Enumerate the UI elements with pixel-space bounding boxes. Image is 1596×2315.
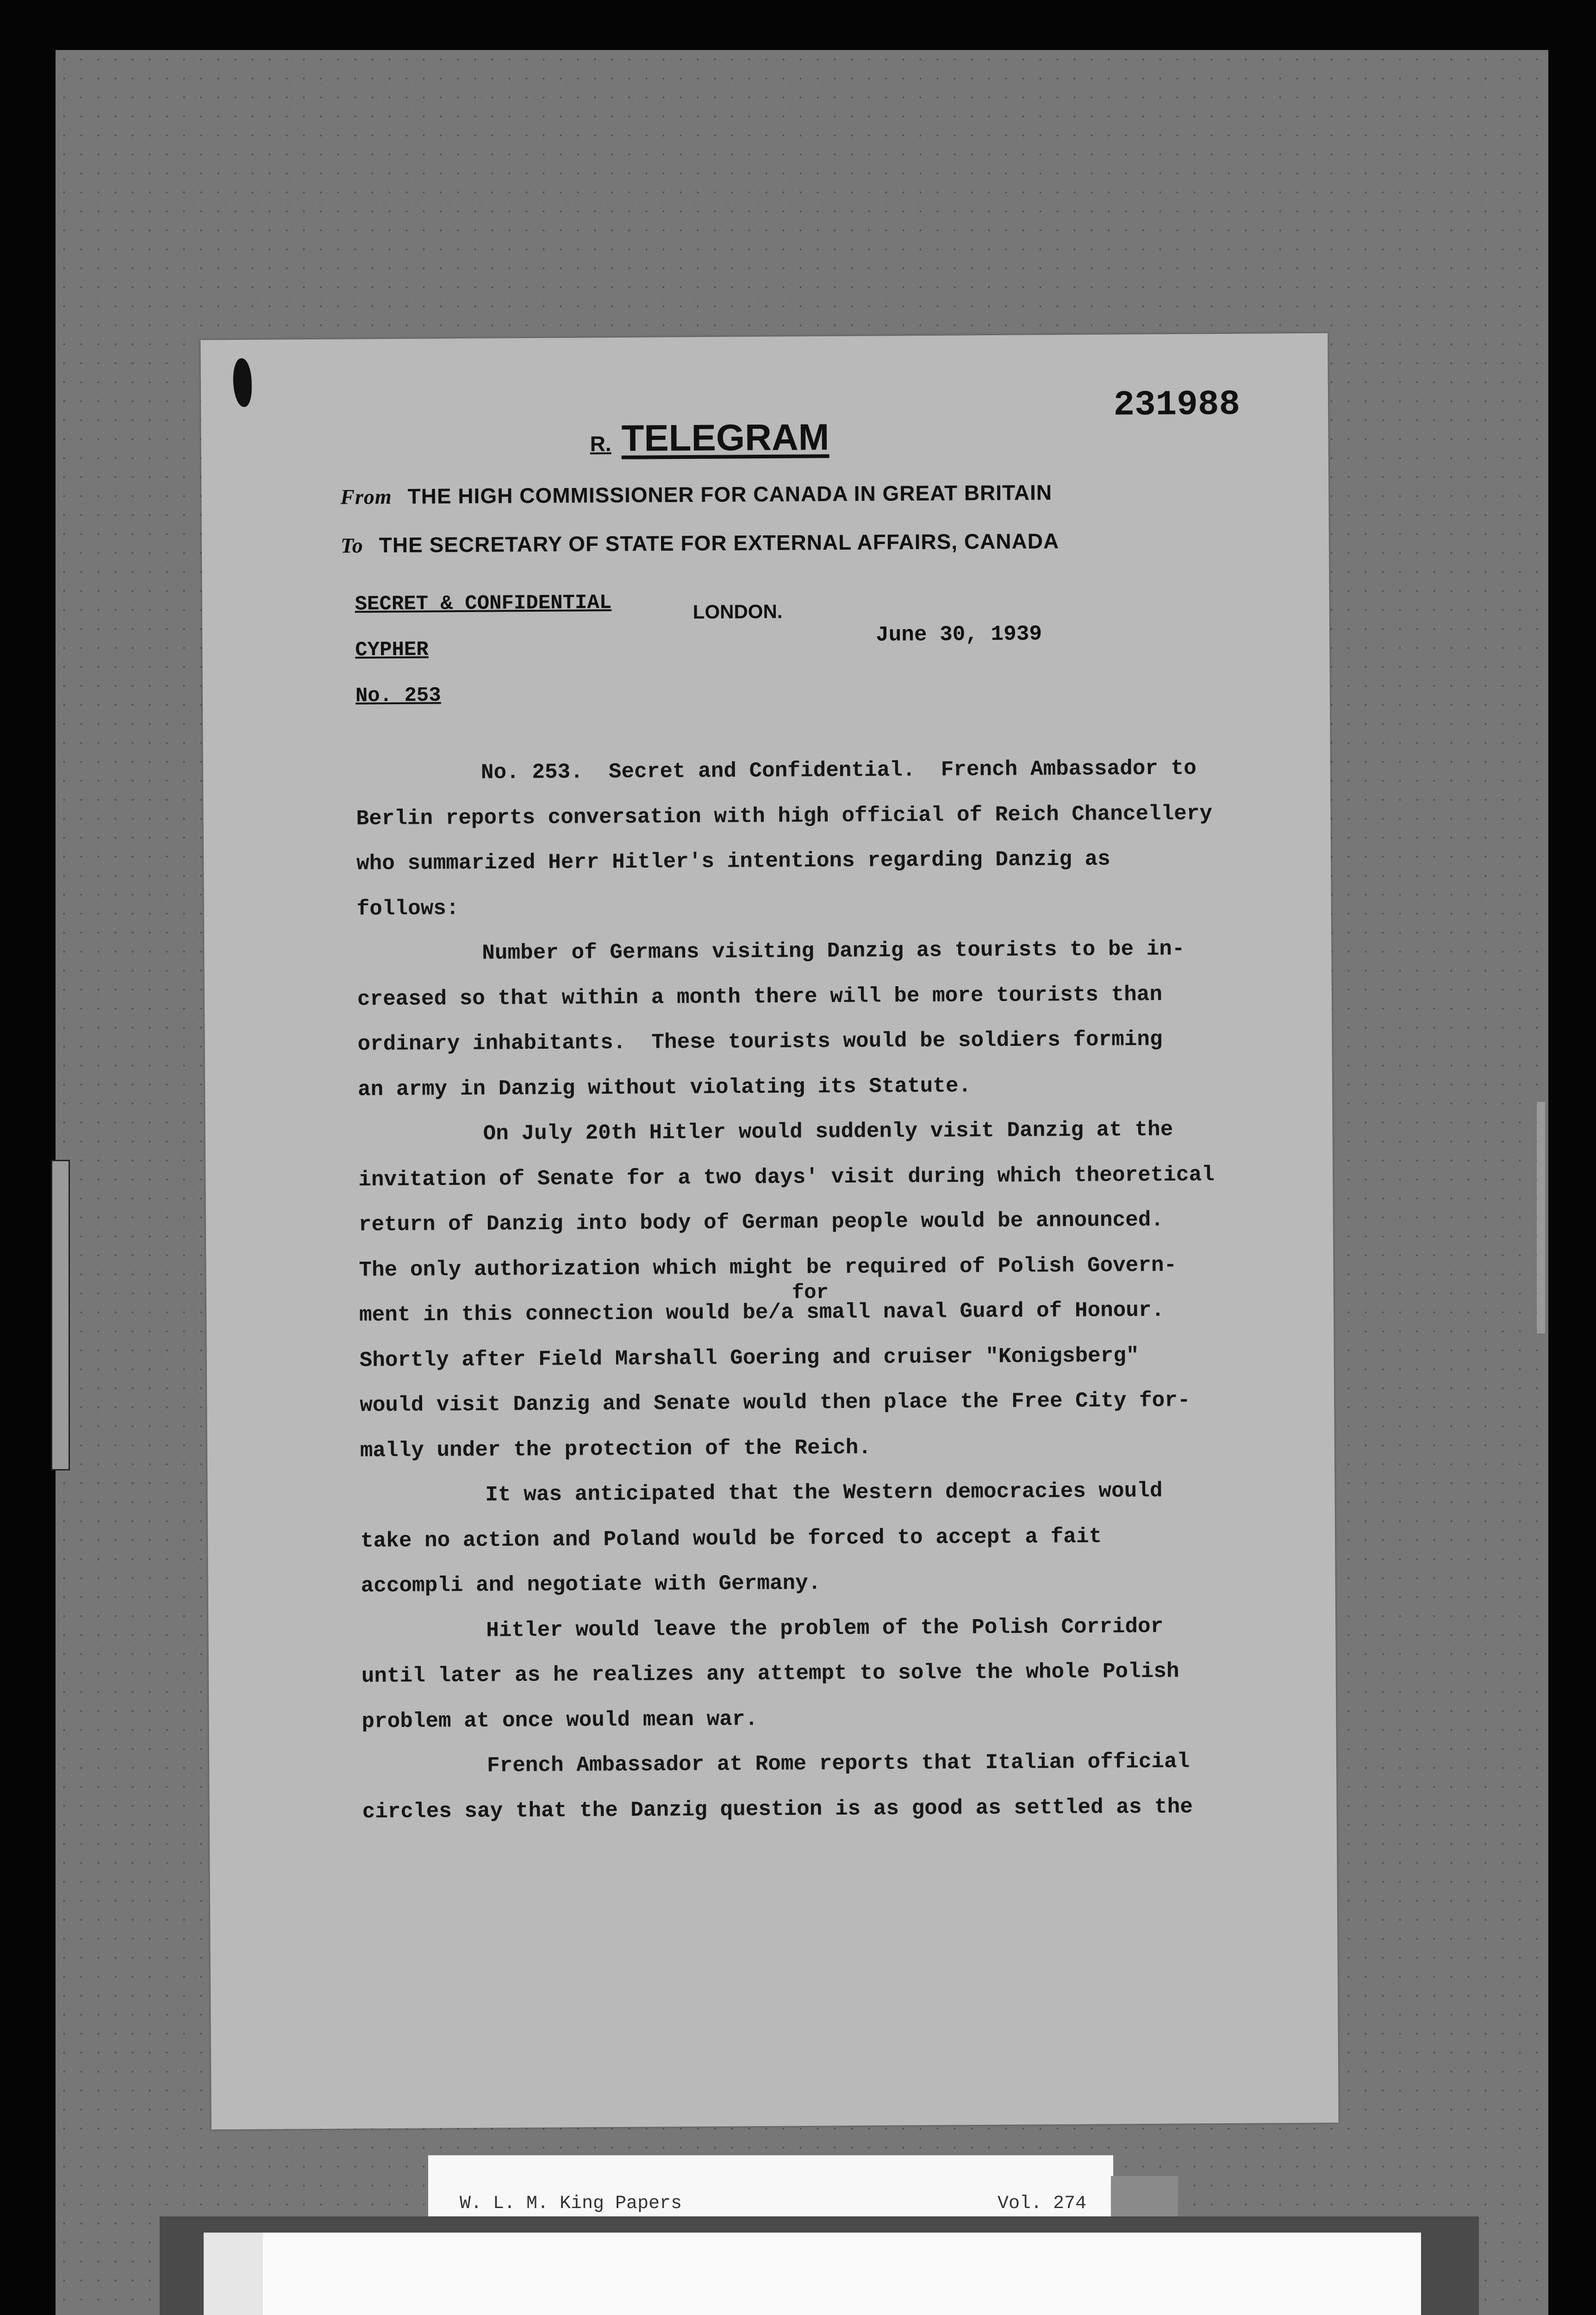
archives-banner-frame bbox=[160, 2216, 1479, 2315]
from-value: THE HIGH COMMISSIONER FOR CANADA IN GREAT BRITAIN bbox=[407, 480, 1053, 508]
from-line bbox=[340, 480, 1052, 509]
right-clip bbox=[1537, 1102, 1545, 1333]
body-line: circles say that the Danzig question is as good as settled as the bbox=[362, 1794, 1193, 1824]
to-line bbox=[341, 528, 1060, 557]
body-line: Shortly after Field Marshall Goering and cruiser "Konigsberg" bbox=[359, 1343, 1139, 1372]
body-line: would visit Danzig and Senate would then place the Free City for- bbox=[360, 1388, 1191, 1418]
body-line: follows: bbox=[356, 896, 459, 921]
to-label: To bbox=[340, 533, 363, 557]
body-line: Hitler would leave the problem of the Polish Corridor bbox=[486, 1614, 1164, 1643]
body-line: The only authorization which might be required of Polish Govern- bbox=[359, 1253, 1177, 1282]
document-number: 231988 bbox=[1113, 384, 1241, 425]
interlinear-insert: for bbox=[792, 1281, 829, 1305]
banner-edge bbox=[204, 2233, 263, 2315]
volume-number: Vol. 274 bbox=[998, 2193, 1087, 2214]
body-line: Berlin reports conversation with high official of Reich Chancellery bbox=[356, 801, 1213, 831]
telegram-page bbox=[200, 333, 1339, 2130]
title-word: TELEGRAM bbox=[621, 416, 829, 459]
telegram-number: No. 253 bbox=[355, 684, 441, 708]
body-line: return of Danzig into body of German people would be announced. bbox=[358, 1208, 1164, 1237]
transmission-method: CYPHER bbox=[355, 638, 429, 662]
left-clip bbox=[51, 1160, 70, 1470]
telegram-body bbox=[356, 745, 1325, 1835]
collection-name: W. L. M. King Papers bbox=[460, 2193, 682, 2214]
body-line: Number of Germans visiting Danzig as tourists to be in- bbox=[482, 937, 1185, 965]
body-line: mally under the protection of the Reich. bbox=[360, 1435, 872, 1463]
body-line: accompli and negotiate with Germany. bbox=[361, 1571, 821, 1598]
from-label: From bbox=[340, 484, 392, 509]
body-line: invitation of Senate for a two days' visit during which theoretical bbox=[358, 1162, 1215, 1192]
body-line: an army in Danzig without violating its Statute. bbox=[357, 1073, 972, 1101]
to-value: THE SECRETARY OF STATE FOR EXTERNAL AFFAIRS, CANADA bbox=[379, 529, 1060, 557]
body-line: creased so that within a month there will be more tourists than bbox=[357, 982, 1163, 1011]
telegram-title bbox=[590, 416, 829, 460]
archives-banner bbox=[204, 2233, 1421, 2315]
body-line: On July 20th Hitler would suddenly visit Danzig at the bbox=[483, 1117, 1173, 1146]
body-line: It was anticipated that the Western democracies would bbox=[485, 1478, 1163, 1507]
body-line: ment in this connection would be/a small naval Guard of Honour. for bbox=[359, 1287, 1322, 1338]
body-line: ordinary inhabitants. These tourists would be soldiers forming bbox=[357, 1027, 1163, 1057]
punch-hole bbox=[233, 358, 252, 407]
body-line: problem at once would mean war. bbox=[362, 1707, 758, 1733]
body-line: No. 253. Secret and Confidential. French Ambassador to bbox=[480, 756, 1197, 785]
body-line: who summarized Herr Hitler's intentions regarding Danzig as bbox=[356, 847, 1110, 876]
telegram-date: June 30, 1939 bbox=[875, 622, 1042, 647]
title-prefix: R. bbox=[590, 432, 611, 456]
body-line: French Ambassador at Rome reports that Italian official bbox=[486, 1749, 1190, 1778]
body-line: until later as he realizes any attempt to solve the whole Polish bbox=[361, 1659, 1179, 1689]
origin-place: LONDON. bbox=[692, 600, 783, 623]
body-line: take no action and Poland would be forced to accept a fait bbox=[360, 1524, 1102, 1553]
tape-strip bbox=[1111, 2176, 1178, 2218]
classification: SECRET & CONFIDENTIAL bbox=[355, 591, 612, 616]
